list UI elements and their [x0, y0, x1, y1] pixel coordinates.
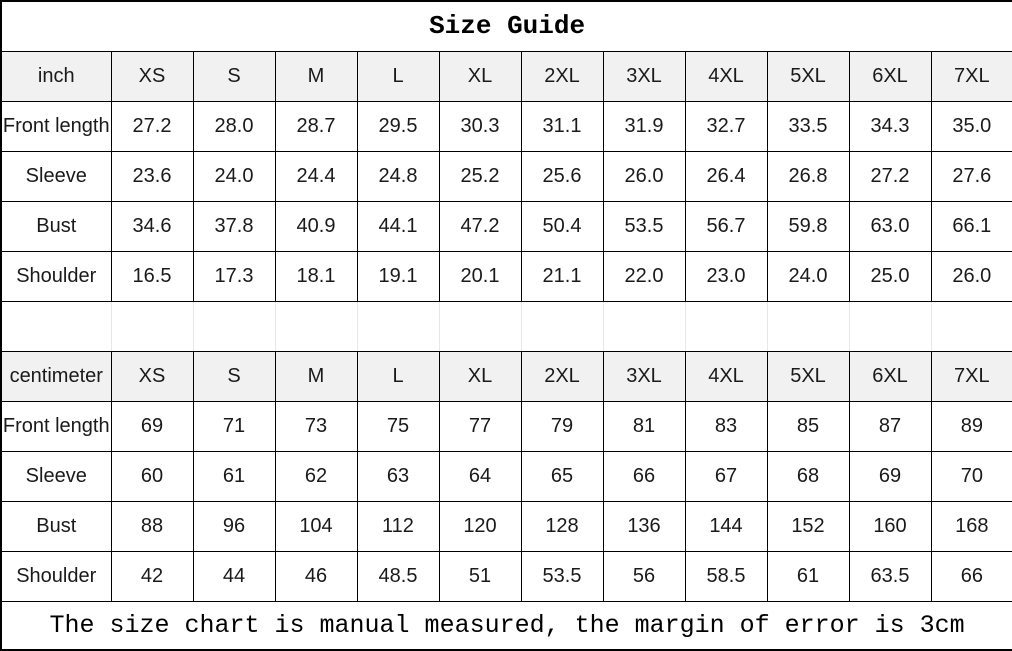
measurement-row	[1, 201, 1012, 251]
value-cell: 120	[439, 501, 521, 551]
value-cell: 18.1	[275, 251, 357, 301]
value-cell: 28.0	[193, 101, 275, 151]
unit-cell: centimeter	[1, 351, 111, 401]
value-cell: 21.1	[521, 251, 603, 301]
value-cell: 31.9	[603, 101, 685, 151]
value-cell: 25.6	[521, 151, 603, 201]
measurement-row	[1, 401, 1012, 451]
value-cell: 16.5	[111, 251, 193, 301]
measurement-row	[1, 551, 1012, 601]
value-cell: 26.0	[931, 251, 1012, 301]
size-header-cell: L	[357, 51, 439, 101]
value-cell: 160	[849, 501, 931, 551]
row-label-cell: Front length	[1, 101, 111, 151]
size-header-cell: 5XL	[767, 351, 849, 401]
value-cell: 63.5	[849, 551, 931, 601]
value-cell: 34.6	[111, 201, 193, 251]
row-label-cell: Sleeve	[1, 451, 111, 501]
size-header-cell: 5XL	[767, 51, 849, 101]
size-header-cell: 7XL	[931, 351, 1012, 401]
value-cell: 22.0	[603, 251, 685, 301]
value-cell: 56	[603, 551, 685, 601]
value-cell: 168	[931, 501, 1012, 551]
value-cell: 23.6	[111, 151, 193, 201]
value-cell: 19.1	[357, 251, 439, 301]
size-header-cell: M	[275, 351, 357, 401]
value-cell: 66.1	[931, 201, 1012, 251]
size-header-cell: XS	[111, 51, 193, 101]
value-cell: 47.2	[439, 201, 521, 251]
value-cell: 60	[111, 451, 193, 501]
value-cell: 63	[357, 451, 439, 501]
row-label-cell: Shoulder	[1, 551, 111, 601]
value-cell: 152	[767, 501, 849, 551]
size-header-cell: 6XL	[849, 51, 931, 101]
value-cell: 44	[193, 551, 275, 601]
value-cell: 27.6	[931, 151, 1012, 201]
size-header-cell: XS	[111, 351, 193, 401]
size-header-cell: 3XL	[603, 51, 685, 101]
spacer-row	[1, 301, 1012, 351]
value-cell: 89	[931, 401, 1012, 451]
value-cell: 26.0	[603, 151, 685, 201]
value-cell: 29.5	[357, 101, 439, 151]
value-cell: 63.0	[849, 201, 931, 251]
value-cell: 24.0	[767, 251, 849, 301]
value-cell: 68	[767, 451, 849, 501]
row-label-cell: Shoulder	[1, 251, 111, 301]
spacer-cell	[603, 301, 685, 351]
value-cell: 26.8	[767, 151, 849, 201]
value-cell: 69	[111, 401, 193, 451]
value-cell: 30.3	[439, 101, 521, 151]
size-header-cell: 6XL	[849, 351, 931, 401]
value-cell: 42	[111, 551, 193, 601]
value-cell: 87	[849, 401, 931, 451]
measurement-row	[1, 451, 1012, 501]
value-cell: 48.5	[357, 551, 439, 601]
value-cell: 65	[521, 451, 603, 501]
title-row	[1, 1, 1012, 51]
unit-cell: inch	[1, 51, 111, 101]
spacer-cell	[767, 301, 849, 351]
value-cell: 59.8	[767, 201, 849, 251]
value-cell: 44.1	[357, 201, 439, 251]
measurement-row	[1, 251, 1012, 301]
spacer-cell	[193, 301, 275, 351]
value-cell: 79	[521, 401, 603, 451]
value-cell: 25.2	[439, 151, 521, 201]
value-cell: 81	[603, 401, 685, 451]
value-cell: 32.7	[685, 101, 767, 151]
size-header-row	[1, 51, 1012, 101]
value-cell: 69	[849, 451, 931, 501]
size-header-cell: 7XL	[931, 51, 1012, 101]
value-cell: 17.3	[193, 251, 275, 301]
size-header-cell: 3XL	[603, 351, 685, 401]
value-cell: 70	[931, 451, 1012, 501]
value-cell: 128	[521, 501, 603, 551]
spacer-cell	[357, 301, 439, 351]
footer-row	[1, 601, 1012, 650]
value-cell: 26.4	[685, 151, 767, 201]
value-cell: 88	[111, 501, 193, 551]
row-label-cell: Bust	[1, 501, 111, 551]
size-header-cell: XL	[439, 51, 521, 101]
value-cell: 75	[357, 401, 439, 451]
value-cell: 33.5	[767, 101, 849, 151]
table-title: Size Guide	[1, 1, 1012, 51]
value-cell: 64	[439, 451, 521, 501]
value-cell: 53.5	[521, 551, 603, 601]
spacer-cell	[111, 301, 193, 351]
value-cell: 24.0	[193, 151, 275, 201]
value-cell: 83	[685, 401, 767, 451]
value-cell: 53.5	[603, 201, 685, 251]
size-header-cell: S	[193, 51, 275, 101]
value-cell: 71	[193, 401, 275, 451]
value-cell: 24.4	[275, 151, 357, 201]
value-cell: 66	[931, 551, 1012, 601]
value-cell: 66	[603, 451, 685, 501]
value-cell: 28.7	[275, 101, 357, 151]
size-header-cell: 2XL	[521, 351, 603, 401]
size-header-cell: 4XL	[685, 51, 767, 101]
value-cell: 40.9	[275, 201, 357, 251]
value-cell: 58.5	[685, 551, 767, 601]
value-cell: 136	[603, 501, 685, 551]
value-cell: 20.1	[439, 251, 521, 301]
size-header-cell: 2XL	[521, 51, 603, 101]
value-cell: 50.4	[521, 201, 603, 251]
spacer-cell	[685, 301, 767, 351]
spacer-cell	[931, 301, 1012, 351]
value-cell: 56.7	[685, 201, 767, 251]
value-cell: 61	[767, 551, 849, 601]
spacer-cell	[849, 301, 931, 351]
size-header-cell: S	[193, 351, 275, 401]
measurement-row	[1, 101, 1012, 151]
value-cell: 85	[767, 401, 849, 451]
value-cell: 24.8	[357, 151, 439, 201]
value-cell: 46	[275, 551, 357, 601]
spacer-cell	[1, 301, 111, 351]
value-cell: 73	[275, 401, 357, 451]
row-label-cell: Front length	[1, 401, 111, 451]
size-header-cell: XL	[439, 351, 521, 401]
row-label-cell: Bust	[1, 201, 111, 251]
size-header-row	[1, 351, 1012, 401]
size-header-cell: M	[275, 51, 357, 101]
value-cell: 31.1	[521, 101, 603, 151]
spacer-cell	[439, 301, 521, 351]
value-cell: 23.0	[685, 251, 767, 301]
value-cell: 34.3	[849, 101, 931, 151]
spacer-cell	[275, 301, 357, 351]
value-cell: 27.2	[111, 101, 193, 151]
value-cell: 27.2	[849, 151, 931, 201]
value-cell: 25.0	[849, 251, 931, 301]
value-cell: 77	[439, 401, 521, 451]
measurement-row	[1, 151, 1012, 201]
measurement-row	[1, 501, 1012, 551]
value-cell: 62	[275, 451, 357, 501]
value-cell: 144	[685, 501, 767, 551]
value-cell: 112	[357, 501, 439, 551]
size-guide-table-body	[1, 1, 1012, 650]
value-cell: 104	[275, 501, 357, 551]
value-cell: 96	[193, 501, 275, 551]
size-header-cell: L	[357, 351, 439, 401]
spacer-cell	[521, 301, 603, 351]
size-header-cell: 4XL	[685, 351, 767, 401]
footer-note: The size chart is manual measured, the margin of error is 3cm	[1, 601, 1012, 650]
value-cell: 61	[193, 451, 275, 501]
row-label-cell: Sleeve	[1, 151, 111, 201]
value-cell: 51	[439, 551, 521, 601]
value-cell: 37.8	[193, 201, 275, 251]
value-cell: 67	[685, 451, 767, 501]
value-cell: 35.0	[931, 101, 1012, 151]
